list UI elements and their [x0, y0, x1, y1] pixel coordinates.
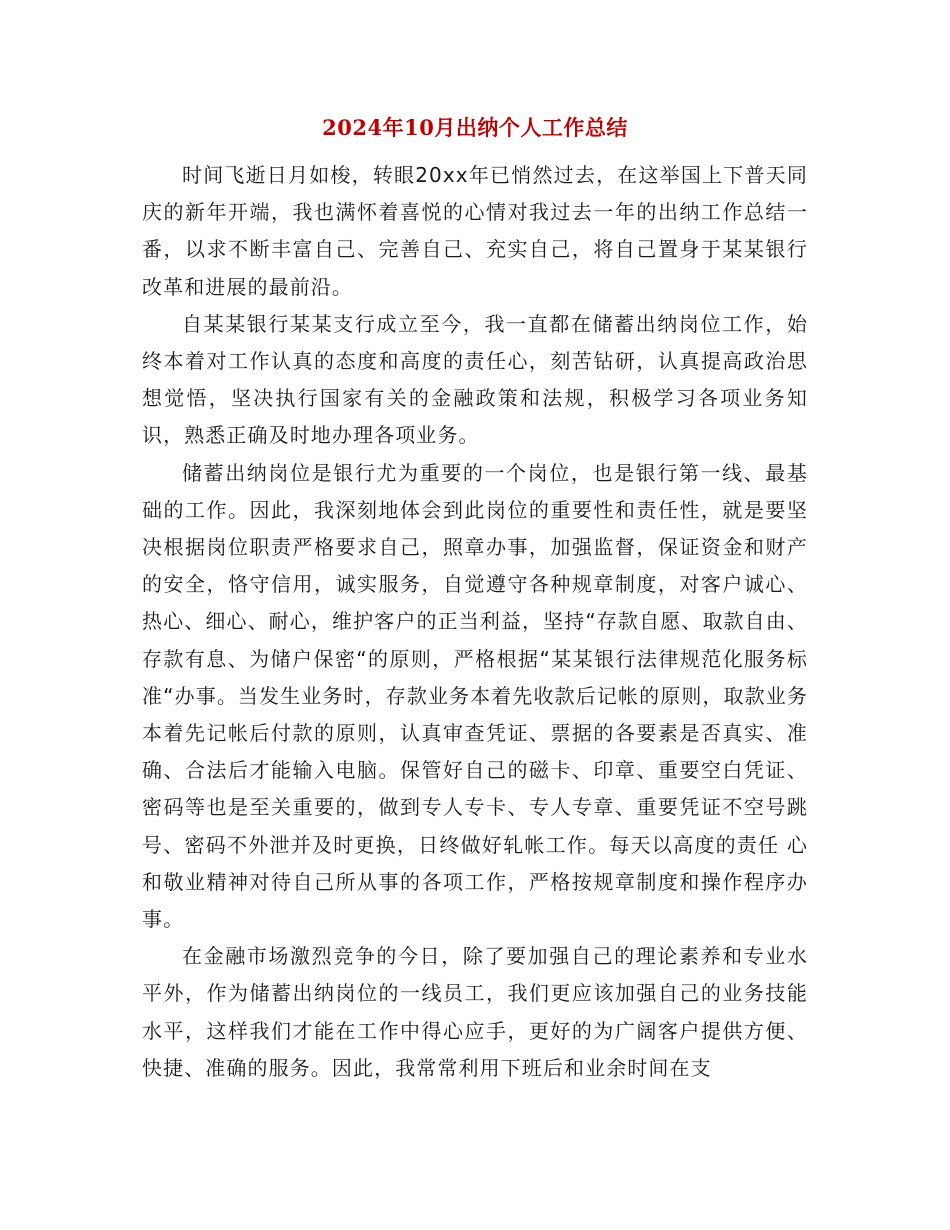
paragraph: 储蓄出纳岗位是银行尤为重要的一个岗位，也是银行第一线、最基础的工作。因此，我深刻地体会到此岗位的重要性和责任性，就是要坚决根据岗位职责严格要求自己，照章办事，加强监督，保证资金和财产的安全，恪守信用，诚实服务，自觉遵守各种规章制度，对客户诚心、热心、细心、耐心，维护客户的正当利益，坚持“存款自愿、取款自由、存款有息、为储户保密“的原则，严格根据“某某银行法律规范化服务标准“办事。当发生业务时，存款业务本着先收款后记帐的原则，取款业务本着先记帐后付款的原则，认真审查凭证、票据的各要素是否真实、准确、合法后才能输入电脑。保管好自己的磁卡、印章、重要空白凭证、密码等也是至关重要的，做到专人专卡、专人专章、重要凭证不空号跳号、密码不外泄并及时更换，日终做好轧帐工作。每天以高度的责任 心和敬业精神对待自己所从事的各项工作，严格按规章制度和操作程序办事。	[142, 460, 808, 932]
paragraph: 自某某银行某某支行成立至今，我一直都在储蓄出纳岗位工作，始终本着对工作认真的态度和高度的责任心，刻苦钻研，认真提高政治思想觉悟，坚决执行国家有关的金融政策和法规，积极学习各项业务知识，熟悉正确及时地办理各项业务。	[142, 311, 808, 448]
paragraph: 时间飞逝日月如梭，转眼20xx年已悄然过去，在这举国上下普天同庆的新年开端，我也满怀着喜悦的心情对我过去一年的出纳工作总结一番，以求不断丰富自己、完善自己、充实自己，将自己置身于某某银行改革和进展的最前沿。	[142, 163, 808, 299]
document-body	[142, 157, 808, 1087]
paragraph: 在金融市场激烈竞争的今日，除了要加强自己的理论素养和专业水平外，作为储蓄出纳岗位的一线员工，我们更应该加强自己的业务技能水平，这样我们才能在工作中得心应手，更好的为广阔客户提供方便、快捷、准确的服务。因此，我常常利用下班后和业余时间在支	[142, 944, 808, 1080]
document-title: 2024年10月出纳个人工作总结	[322, 115, 628, 140]
